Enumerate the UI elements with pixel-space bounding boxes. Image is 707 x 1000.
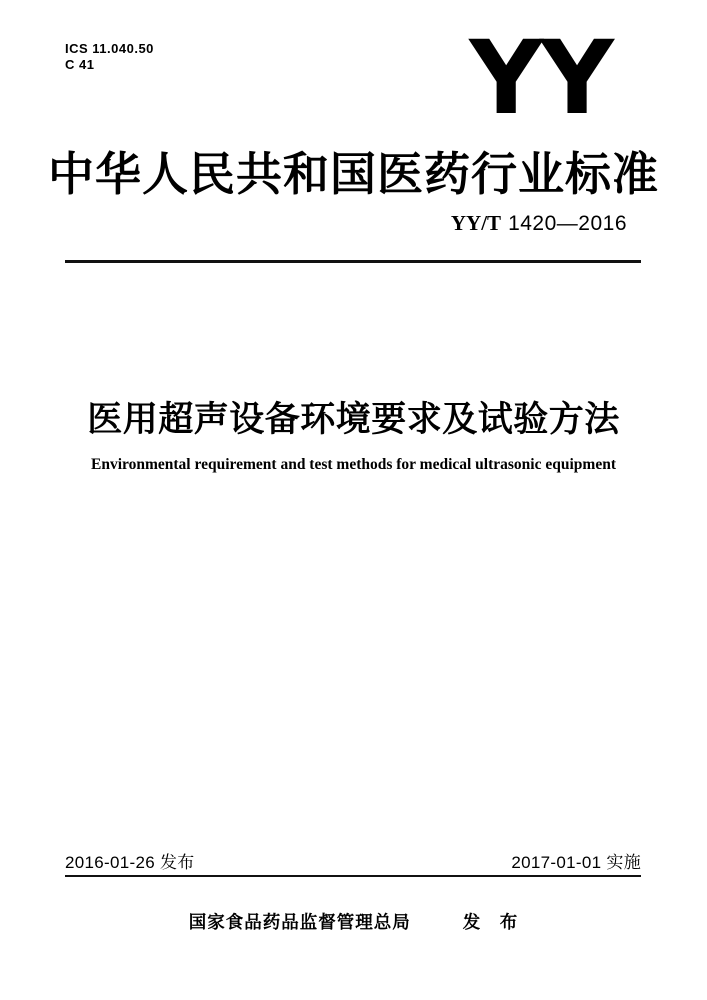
bottom-divider (65, 875, 641, 877)
ics-classification: C 41 (65, 56, 95, 72)
publisher-row (0, 909, 707, 934)
standard-number-code: 1420—2016 (508, 212, 627, 235)
publisher-name: 国家食品药品监督管理总局 (188, 912, 411, 932)
document-title-chinese: 医用超声设备环境要求及试验方法 (87, 400, 620, 439)
issue-date: 2016-01-26 发布 (65, 853, 195, 872)
publish-label: 发 布 (462, 912, 519, 932)
document-title-english: Environmental requirement and test methods for medical ultrasonic equipment (91, 456, 616, 473)
date-row (65, 848, 641, 873)
standard-category-heading: 中华人民共和国医药行业标准 (48, 148, 659, 200)
implementation-date: 2017-01-01 实施 (511, 853, 641, 872)
ics-code: ICS 11.040.50 (65, 41, 154, 56)
top-divider (65, 260, 641, 263)
ics-block (65, 41, 154, 72)
standard-number-prefix: YY/T (450, 211, 502, 235)
standard-number (451, 211, 627, 236)
yy-standard-logo: YY (469, 19, 611, 138)
